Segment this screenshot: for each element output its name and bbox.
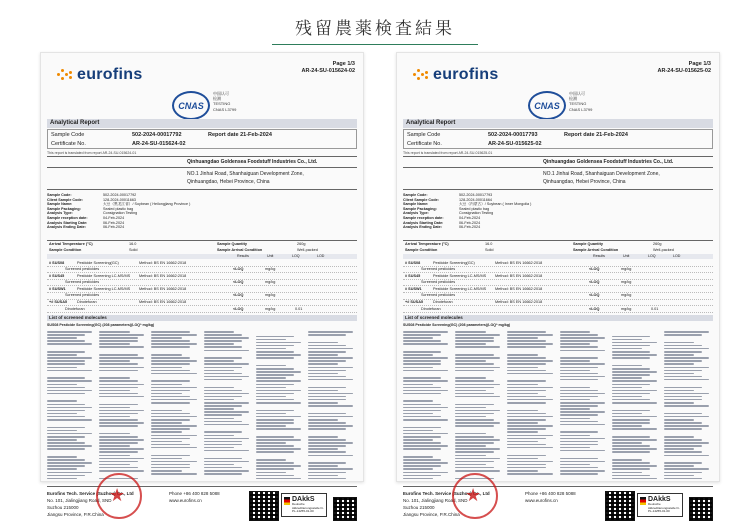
info-value: 04-Feb-2024 xyxy=(103,215,125,220)
molecule-column xyxy=(612,329,661,479)
qr-code-icon xyxy=(249,491,279,521)
molecule-column xyxy=(455,329,504,479)
qr-code-icon xyxy=(333,497,357,521)
info-label: Sample Packaging: xyxy=(403,206,437,211)
result-name: Screened pesticides xyxy=(65,267,100,272)
info-label: Analysis Type: xyxy=(47,211,73,216)
results-table xyxy=(47,260,357,313)
page-number: Page 1/3 AR-24-SU-015625-02 xyxy=(657,61,711,74)
result-unit: mg/kg xyxy=(265,293,276,298)
result-name: Screened pesticides xyxy=(421,267,456,272)
qr-code-icon xyxy=(689,497,713,521)
result-row xyxy=(47,300,357,307)
result-row xyxy=(47,273,357,280)
divider xyxy=(403,167,713,168)
result-result: <LOQ xyxy=(233,280,244,285)
german-flag-icon xyxy=(284,497,290,505)
german-flag-icon xyxy=(640,497,646,505)
screened-molecules-title: List of screened molecules xyxy=(47,315,357,321)
result-name: Screened pesticides xyxy=(65,280,100,285)
screened-molecules-subtitle: SUS08 Pesticide Screening(GC) (208 parameters)(LOQ* mg/kg) xyxy=(47,323,155,327)
result-unit: mg/kg xyxy=(265,280,276,285)
lab-address: Eurofins Tech. Service (Suzhou) Co., Ltd No. 101, Jialingjiang Road, SND Suzhou 215000 Jiangsu Province, P.R.China xyxy=(403,491,490,517)
result-loq: 0.01 xyxy=(295,306,303,311)
result-result: <LOQ xyxy=(589,306,600,311)
result-method: Method: BS EN 16662:2018 xyxy=(139,300,187,305)
info-label: Client Sample Code: xyxy=(47,197,83,202)
cnas-accreditation-text: 中国认可 检测 TESTING CNAS L3799 xyxy=(213,91,237,112)
result-result: <LOQ xyxy=(233,293,244,298)
result-name: Dinotefuran xyxy=(77,300,97,305)
molecule-column xyxy=(403,329,452,479)
sample-condition-table: Arrival Temperature (°C) 16.0 Sample Quantity 260g Sample Condition Solid Sample Arrival Condition Well-packed xyxy=(403,240,713,255)
translation-note: This report is translated from report AR-24-SU-015625-01 xyxy=(403,151,493,155)
result-name: Dinotefuran xyxy=(65,306,85,311)
official-seal-stamp xyxy=(452,473,498,519)
certificate-number: AR-24-SU-015624-02 xyxy=(132,141,186,147)
sample-info-list xyxy=(47,193,357,230)
screened-molecules-grid xyxy=(47,329,357,471)
sample-info-row xyxy=(47,225,357,230)
info-value: 大豆（内蒙古）/ Soybean ( Inner Mongolia ) xyxy=(459,202,532,207)
eurofins-logo xyxy=(413,66,499,84)
info-label: Sample reception date: xyxy=(47,215,88,220)
info-value: 06-Feb-2024 xyxy=(103,225,125,230)
result-result: <LOQ xyxy=(233,306,244,311)
info-value: Consignation Testing xyxy=(103,211,138,216)
result-unit: mg/kg xyxy=(621,293,632,298)
certificate-number: AR-24-SU-015625-02 xyxy=(488,141,542,147)
result-row xyxy=(47,260,357,267)
divider xyxy=(47,167,357,168)
info-label: Analysis Type: xyxy=(403,211,429,216)
eurofins-dots-icon xyxy=(57,69,73,81)
result-name: Pesticide Screening(GC) xyxy=(77,260,119,265)
dakks-logo: DAkkS Deutsche Akkreditierungsstelle D-PL-14255-01-00 xyxy=(637,493,683,517)
results-table xyxy=(403,260,713,313)
sample-info-row xyxy=(403,225,713,230)
sample-condition-table: Arrival Temperature (°C) 16.0 Sample Quantity 260g Sample Condition Solid Sample Arrival Condition Well-packed xyxy=(47,240,357,255)
molecule-column xyxy=(664,329,713,479)
lab-contact: Phone +86 400 828 5088 www.eurofins.cn xyxy=(169,491,220,503)
client-address-line-2: Qinhuangdao, Hebei Province, China xyxy=(543,179,626,185)
info-label: Sample Name: xyxy=(47,202,73,207)
result-result: <LOQ xyxy=(589,293,600,298)
report-date: Report date 21-Feb-2024 xyxy=(564,132,628,138)
result-code: # SUS45 xyxy=(405,273,421,278)
result-result: <LOQ xyxy=(233,267,244,272)
sample-code-box xyxy=(47,129,357,149)
results-header: Results Unit LOQ LOD xyxy=(47,254,357,259)
result-row xyxy=(403,267,713,274)
result-unit: mg/kg xyxy=(621,280,632,285)
client-address-line-1: NO.1 Jinhai Road, Shanhaiguan Development Zone, xyxy=(187,171,304,177)
result-row xyxy=(403,286,713,293)
result-name: Pesticide Screening LC-MS/MS xyxy=(77,286,131,291)
molecule-column xyxy=(560,329,609,479)
result-name: Screened pesticides xyxy=(421,280,456,285)
result-result: <LOQ xyxy=(589,267,600,272)
cnas-logo: CNAS xyxy=(172,91,210,120)
sample-code-value: 502-2024-00017793 xyxy=(488,132,538,138)
info-value: 128-2024-00011663 xyxy=(103,197,136,202)
info-label: Analysis Starting Date: xyxy=(403,220,444,225)
result-name: Screened pesticides xyxy=(65,293,100,298)
molecule-column xyxy=(151,329,200,479)
molecule-column xyxy=(47,329,96,479)
divider xyxy=(403,486,713,487)
results-header: Results Unit LOQ LOD xyxy=(403,254,713,259)
molecule-column xyxy=(308,329,357,479)
client-address-line-1: NO.1 Jinhai Road, Shanhaiguan Development Zone, xyxy=(543,171,660,177)
result-method: Method: BS EN 16662:2018 xyxy=(139,273,187,278)
info-value: 06-Feb-2024 xyxy=(103,220,125,225)
result-row xyxy=(47,306,357,313)
result-row xyxy=(47,286,357,293)
divider xyxy=(47,486,357,487)
info-label: Analysis Starting Date: xyxy=(47,220,88,225)
result-code: +# SUSA5 xyxy=(405,300,424,305)
client-company-name: Qinhuangdao Goldensea Foodstuff Industries Co., Ltd. xyxy=(543,159,674,165)
page-title: 残留農薬検査結果 xyxy=(295,19,455,39)
dakks-logo: DAkkS Deutsche Akkreditierungsstelle D-PL-14255-01-00 xyxy=(281,493,327,517)
info-value: Sealed plastic bag xyxy=(459,206,490,211)
result-unit: mg/kg xyxy=(265,267,276,272)
official-seal-stamp xyxy=(96,473,142,519)
info-value: 大豆（黑龙江省）/ Soybean ( Heilongjiang Province ) xyxy=(103,202,191,207)
result-loq: 0.01 xyxy=(651,306,659,311)
result-name: Pesticide Screening LC-MS/MS xyxy=(433,273,487,278)
info-value: Consignation Testing xyxy=(459,211,494,216)
result-row xyxy=(47,280,357,287)
result-code: # SUSW1 xyxy=(49,286,66,291)
result-row xyxy=(403,300,713,307)
page-number: Page 1/3 AR-24-SU-015624-02 xyxy=(301,61,355,74)
info-label: Client Sample Code: xyxy=(403,197,439,202)
cnas-accreditation-text: 中国认可 检测 TESTING CNAS L3799 xyxy=(569,91,593,112)
result-name: Dinotefuran xyxy=(433,300,453,305)
result-name: Pesticide Screening LC-MS/MS xyxy=(77,273,131,278)
result-code: # SUSW1 xyxy=(405,286,422,291)
result-code: # SUS08 xyxy=(49,260,65,265)
info-label: Analysis Ending Date: xyxy=(47,225,86,230)
divider xyxy=(47,156,357,157)
section-title: Analytical Report xyxy=(47,119,357,128)
screened-molecules-grid xyxy=(403,329,713,471)
sample-code-value: 502-2024-00017792 xyxy=(132,132,182,138)
result-name: Pesticide Screening LC-MS/MS xyxy=(433,286,487,291)
eurofins-logo-text: eurofins xyxy=(77,66,143,83)
info-value: 502-2024-00017793 xyxy=(459,193,493,197)
report-date: Report date 21-Feb-2024 xyxy=(208,132,272,138)
info-value: Sealed plastic bag xyxy=(103,206,134,211)
result-method: Method: BS EN 16662:2018 xyxy=(495,273,543,278)
result-method: Method: BS EN 16662:2018 xyxy=(495,260,543,265)
sample-code-label: Sample Code xyxy=(407,132,441,138)
result-row xyxy=(403,306,713,313)
info-label: Sample reception date: xyxy=(403,215,444,220)
molecule-column xyxy=(99,329,148,479)
molecule-column xyxy=(256,329,305,479)
info-value: 06-Feb-2024 xyxy=(459,220,481,225)
result-row xyxy=(403,273,713,280)
certificate-label: Certificate No. xyxy=(407,141,442,147)
title-underline xyxy=(272,44,478,45)
eurofins-logo-text: eurofins xyxy=(433,66,499,83)
result-row xyxy=(47,293,357,300)
info-value: 04-Feb-2024 xyxy=(459,215,481,220)
result-result: <LOQ xyxy=(589,280,600,285)
sample-code-box xyxy=(403,129,713,149)
info-label: Analysis Ending Date: xyxy=(403,225,442,230)
result-row xyxy=(403,293,713,300)
result-unit: mg/kg xyxy=(621,267,632,272)
result-method: Method: BS EN 16662:2018 xyxy=(495,286,543,291)
cnas-logo: CNAS xyxy=(528,91,566,120)
info-value: 502-2024-00017792 xyxy=(103,193,137,197)
divider xyxy=(47,189,357,190)
divider xyxy=(403,189,713,190)
info-value: 06-Feb-2024 xyxy=(459,225,481,230)
molecule-column xyxy=(507,329,556,479)
eurofins-dots-icon xyxy=(413,69,429,81)
analytical-report-left xyxy=(40,52,364,517)
client-address-line-2: Qinhuangdao, Hebei Province, China xyxy=(187,179,270,185)
sample-info-list xyxy=(403,193,713,230)
result-row xyxy=(47,267,357,274)
result-method: Method: BS EN 16662:2018 xyxy=(139,286,187,291)
lab-address: Eurofins Tech. Service (Suzhou) Co., Ltd No. 101, Jialingjiang Road, SND Suzhou 215000 Jiangsu Province, P.R.China xyxy=(47,491,134,517)
info-label: Sample Code: xyxy=(47,193,72,197)
result-code: # SUS08 xyxy=(405,260,421,265)
sample-code-label: Sample Code xyxy=(51,132,85,138)
eurofins-logo xyxy=(57,66,143,84)
result-name: Screened pesticides xyxy=(421,293,456,298)
screened-molecules-title: List of screened molecules xyxy=(403,315,713,321)
qr-code-icon xyxy=(605,491,635,521)
result-unit: mg/kg xyxy=(265,306,276,311)
certificate-label: Certificate No. xyxy=(51,141,86,147)
result-method: Method: BS EN 16662:2018 xyxy=(495,300,543,305)
analytical-report-right xyxy=(396,52,720,517)
screened-molecules-subtitle: SUS08 Pesticide Screening(GC) (208 parameters)(LOQ* mg/kg) xyxy=(403,323,511,327)
result-unit: mg/kg xyxy=(621,306,632,311)
result-code: # SUS45 xyxy=(49,273,65,278)
translation-note: This report is translated from report AR-24-SU-015624-01 xyxy=(47,151,137,155)
info-value: 128-2024-00011664 xyxy=(459,197,492,202)
result-code: +# SUSA5 xyxy=(49,300,68,305)
result-name: Dinotefuran xyxy=(421,306,441,311)
divider xyxy=(403,156,713,157)
result-row xyxy=(403,260,713,267)
client-company-name: Qinhuangdao Goldensea Foodstuff Industries Co., Ltd. xyxy=(187,159,318,165)
info-label: Sample Code: xyxy=(403,193,428,197)
result-name: Pesticide Screening(GC) xyxy=(433,260,475,265)
lab-contact: Phone +86 400 828 5088 www.eurofins.cn xyxy=(525,491,576,503)
result-method: Method: BS EN 16662:2018 xyxy=(139,260,187,265)
result-row xyxy=(403,280,713,287)
info-label: Sample Packaging: xyxy=(47,206,81,211)
info-label: Sample Name: xyxy=(403,202,429,207)
section-title: Analytical Report xyxy=(403,119,713,128)
molecule-column xyxy=(204,329,253,479)
